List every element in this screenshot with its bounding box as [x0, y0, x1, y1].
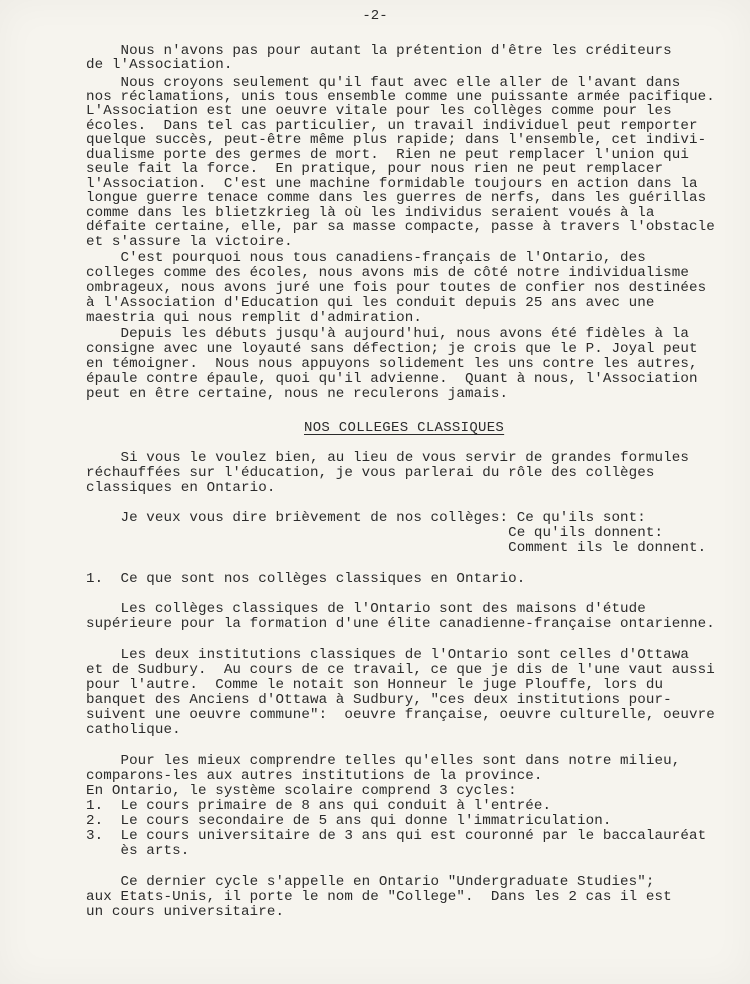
text-line: classiques en Ontario.	[86, 480, 276, 496]
text-line: catholique.	[86, 722, 181, 738]
text-line: de l'Association.	[86, 57, 233, 73]
text-line: 1. Ce que sont nos collèges classiques en Ontario.	[86, 571, 526, 587]
text-line: et s'assure la victoire.	[86, 234, 293, 250]
text-line: colleges comme des écoles, nous avons mis de côté notre individualisme	[86, 265, 689, 281]
text-line: seule fait la force. En pratique, pour nous rien ne peut remplacer	[86, 161, 664, 177]
text-line: comme dans les blietzkrieg là où les individus seraient voués à la	[86, 205, 655, 221]
page-number: -2-	[362, 8, 388, 24]
text-line: 3. Le cours universitaire de 3 ans qui est couronné par le baccalauréat	[86, 828, 707, 844]
text-line: quelque succès, peut-être même plus rapide; dans l'ensemble, cet indivi-	[86, 132, 707, 148]
text-line: épaule contre épaule, quoi qu'il advienne. Quant à nous, l'Association	[86, 371, 698, 387]
text-line: Je veux vous dire brièvement de nos collèges: Ce qu'ils sont:	[86, 510, 646, 526]
text-line: en témoigner. Nous nous appuyons solidement les uns contre les autres,	[86, 356, 698, 372]
text-line: Si vous le voulez bien, au lieu de vous servir de grandes formules	[86, 450, 689, 466]
text-line: Les deux institutions classiques de l'Ontario sont celles d'Ottawa	[86, 647, 689, 663]
text-line: Comment ils le donnent.	[86, 540, 707, 556]
text-line: Les collèges classiques de l'Ontario sont des maisons d'étude	[86, 601, 646, 617]
text-line: comparons-les aux autres institutions de la province.	[86, 768, 543, 784]
text-line: aux Etats-Unis, il porte le nom de "College". Dans les 2 cas il est	[86, 889, 672, 905]
text-line: l'Association. C'est une machine formidable toujours en action dans la	[86, 176, 698, 192]
text-line: dualisme porte des germes de mort. Rien ne peut remplacer l'union qui	[86, 147, 689, 163]
text-line: écoles. Dans tel cas particulier, un travail individuel peut remporter	[86, 118, 698, 134]
text-line: banquet des Anciens d'Ottawa à Sudbury, "ces deux institutions pour-	[86, 692, 672, 708]
text-line: consigne avec une loyauté sans défection; je crois que le P. Joyal peut	[86, 341, 698, 357]
text-line: peut en être certaine, nous ne reculerons jamais.	[86, 386, 509, 402]
text-line: Ce dernier cycle s'appelle en Ontario "Undergraduate Studies";	[86, 874, 655, 890]
text-line: maestria qui nous remplit d'admiration.	[86, 310, 422, 326]
text-line: suivent une oeuvre commune": oeuvre française, oeuvre culturelle, oeuvre	[86, 707, 715, 723]
text-line: à l'Association d'Education qui les conduit depuis 25 ans avec une	[86, 295, 655, 311]
text-line: pour l'autre. Comme le notait son Honneur le juge Plouffe, lors du	[86, 677, 664, 693]
text-line: 2. Le cours secondaire de 5 ans qui donne l'immatriculation.	[86, 813, 612, 829]
text-line: Nous croyons seulement qu'il faut avec elle aller de l'avant dans	[86, 75, 681, 91]
section-heading: NOS COLLEGES CLASSIQUES	[304, 420, 505, 436]
text-line: L'Association est une oeuvre vitale pour les collèges comme pour les	[86, 103, 672, 119]
text-line: réchauffées sur l'éducation, je vous parlerai du rôle des collèges	[86, 465, 655, 481]
text-line: et de Sudbury. Au cours de ce travail, ce que je dis de l'une vaut aussi	[86, 662, 715, 678]
text-line: C'est pourquoi nous tous canadiens-français de l'Ontario, des	[86, 250, 646, 266]
text-line: supérieure pour la formation d'une élite canadienne-française ontarienne.	[86, 616, 715, 632]
text-line: défaite certaine, elle, par sa masse compacte, passe à travers l'obstacle	[86, 219, 715, 235]
text-line: longue guerre tenace comme dans les guerres de nerfs, dans les guérillas	[86, 190, 707, 206]
text-line: Depuis les débuts jusqu'à aujourd'hui, nous avons été fidèles à la	[86, 326, 689, 342]
text-line: nos réclamations, unis tous ensemble comme une puissante armée pacifique.	[86, 89, 715, 105]
text-line: En Ontario, le système scolaire comprend 3 cycles:	[86, 783, 517, 799]
text-line: Nous n'avons pas pour autant la prétention d'être les créditeurs	[86, 43, 672, 59]
text-line: un cours universitaire.	[86, 904, 285, 920]
text-line: Pour les mieux comprendre telles qu'elles sont dans notre milieu,	[86, 753, 681, 769]
text-line: ombrageux, nous avons juré une fois pour toutes de confier nos destinées	[86, 280, 707, 296]
text-line: 1. Le cours primaire de 8 ans qui conduit à l'entrée.	[86, 798, 552, 814]
text-line: ès arts.	[86, 843, 190, 859]
text-line: Ce qu'ils donnent:	[86, 525, 664, 541]
